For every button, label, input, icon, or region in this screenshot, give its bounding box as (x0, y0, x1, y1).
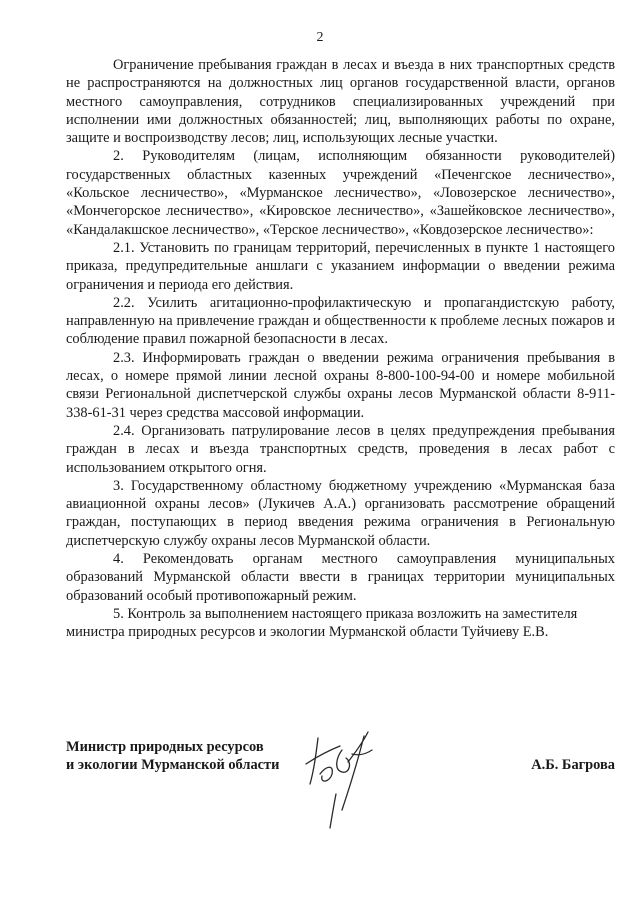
document-body (66, 56, 615, 642)
paragraph-2-3: 2.3. Информировать граждан о введении режима ограничения пребывания в лесах, о номере прямой линии лесной охраны 8-800-100-94-00 и номере мобильной связи Региональной диспетчерской службы охраны лесов Мурманской области 8-911-338-61-31 через средства массовой информации. (66, 349, 615, 421)
signatory-position-line-2: и экологии Мурманской области (66, 757, 280, 774)
page-number: 2 (316, 30, 324, 45)
paragraph-4: 4. Рекомендовать органам местного самоуправления муниципальных образований Мурманской области ввести в границах территории муниципальных образований особый противопожарный режим. (66, 551, 615, 604)
paragraph-2-4: 2.4. Организовать патрулирование лесов в целях предупреждения пребывания граждан в лесах и въезда транспортных средств, проведения в лесах работ с использованием открытого огня. (66, 422, 615, 476)
signatory-name: А.Б. Багрова (531, 757, 615, 773)
paragraph-3: 3. Государственному областному бюджетному учреждению «Мурманская база авиационной охраны лесов» (Лукичев А.А.) организовать рассмотрение обращений граждан, поступающих в период введения режима ограничения в Региональную диспетчерскую службу охраны лесов Мурманской области. (66, 477, 615, 549)
signatory-position-line-1: Министр природных ресурсов (66, 739, 264, 755)
paragraph-2-heads: 2. Руководителям (лицам, исполняющим обязанности руководителей) государственных областных казенных учреждений «Печенгское лесничество», «Кольское лесничество», «Мурманское лесничество», «Ловозерское лесничество», «Мончегорское лесничество», «Кировское лесничество», «Зашейковское лесничество», «Кандалакшское лесничество», «Терское лесничество», «Ковдозерское лесничество»: (66, 148, 615, 238)
paragraph-restriction-exceptions: Ограничение пребывания граждан в лесах и въезда в них транспортных средств не распространяются на должностных лиц органов государственной власти, органов местного самоуправления, сотрудников специализированных учреждений при исполнении ими должностных обязанностей; лиц, выполняющих работы по охране, защите и воспроизводству лесов; лиц, использующих лесные участки. (66, 57, 615, 147)
signature-block (66, 738, 615, 828)
signatory-position (66, 738, 279, 775)
paragraph-2-1: 2.1. Установить по границам территорий, перечисленных в пункте 1 настоящего приказа, предупредительные аншлаги с указанием информации о введении режима ограничения и периода его действия. (66, 239, 615, 293)
paragraph-2-2: 2.2. Усилить агитационно-профилактическую и пропагандистскую работу, направленную на привлечение граждан и общественности к проблеме лесных пожаров и соблюдение правил пожарной безопасности в лесах. (66, 294, 615, 348)
paragraph-5: 5. Контроль за выполнением настоящего приказа возложить на заместителя министра природных ресурсов и экологии Мурманской области Туйчиеву Е.В. (66, 605, 578, 641)
handwritten-signature (296, 724, 386, 830)
